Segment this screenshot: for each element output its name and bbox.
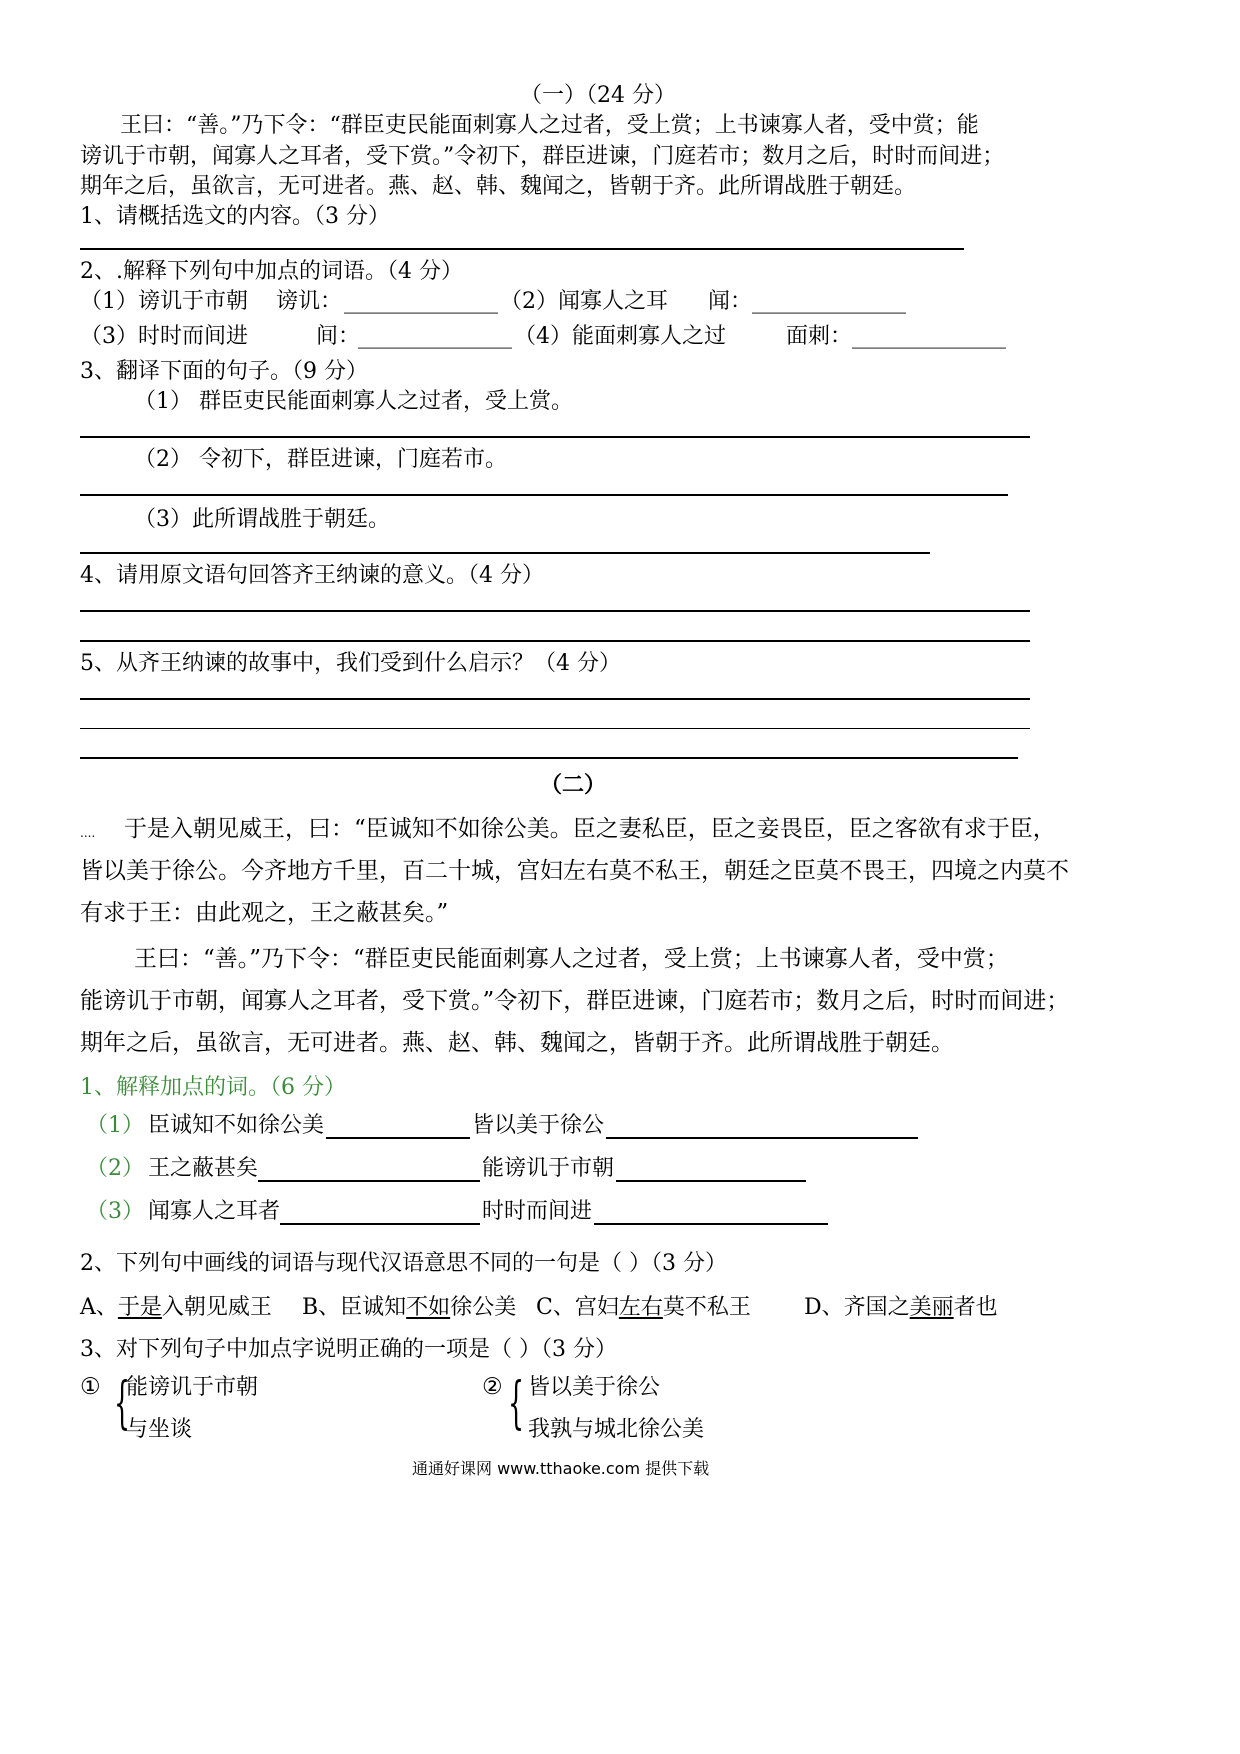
s2-q1-num-1: （1） <box>86 1113 144 1138</box>
option-c-rest: 莫不私王 <box>662 1295 751 1320</box>
brace-icon: { <box>114 1371 131 1436</box>
answer-line <box>80 610 1030 612</box>
s1-q2-item1-label: （1）谤讥于市朝 <box>80 289 248 314</box>
s1-question-5: 5、从齐王纳谏的故事中，我们受到什么启示？（4 分） <box>80 651 621 676</box>
s2-q1-item3b: 时时而间进 <box>482 1199 593 1224</box>
option-d-underlined: 美丽 <box>909 1295 954 1320</box>
answer-line <box>80 552 930 554</box>
s2-para1-line1: 于是入朝见威王，曰：“臣诚知不如徐公美。臣之妻私臣，臣之妾畏臣，臣之客欲有求于臣， <box>124 816 1056 842</box>
option-b-prefix: B、臣诚知 <box>302 1295 407 1320</box>
s2-q3-right-a: 皆以美于徐公 <box>528 1375 661 1400</box>
s1-q3-item3: （3）此所谓战胜于朝廷。 <box>134 507 390 532</box>
option-d-prefix: D、齐国之 <box>804 1295 910 1320</box>
blank-line[interactable] <box>326 1137 470 1139</box>
s2-q2-option-d[interactable] <box>804 1294 998 1322</box>
answer-line <box>80 248 964 250</box>
s2-q1-num-3: （3） <box>86 1199 144 1224</box>
answer-line <box>80 728 1030 729</box>
blank-line[interactable] <box>258 1180 480 1182</box>
section1-title: （一）（24 分） <box>520 83 676 108</box>
s2-para1-line3: 有求于王：由此观之，王之蔽甚矣。” <box>80 900 449 926</box>
s2-q3-right-b: 我孰与城北徐公美 <box>528 1417 705 1442</box>
s2-q1-item1b: 皆以美于徐公 <box>472 1113 605 1138</box>
s2-para1-line2: 皆以美于徐公。今齐地方千里，百二十城，宫妇左右莫不私王，朝廷之臣莫不畏王，四境之内莫不 <box>80 858 1069 884</box>
answer-line <box>80 698 1030 700</box>
s2-q2-option-b[interactable] <box>302 1294 516 1322</box>
s2-q2-option-a[interactable] <box>80 1294 272 1322</box>
s1-q2-item3-label: （3）时时而间进 <box>80 324 248 349</box>
option-b-rest: 徐公美 <box>450 1295 517 1320</box>
s1-q3-item1: （1） 群臣吏民能面刺寡人之过者，受上赏。 <box>134 389 573 414</box>
s2-question-2: 2、下列句中画线的词语与现代汉语意思不同的一句是（ ）（3 分） <box>80 1251 727 1276</box>
s1-question-4: 4、请用原文语句回答齐王纳谏的意义。（4 分） <box>80 563 544 588</box>
section1-passage-line3: 期年之后，虽欲言，无可进者。燕、赵、韩、魏闻之，皆朝于齐。此所谓战胜于朝廷。 <box>80 174 917 199</box>
blank-line[interactable] <box>606 1137 918 1139</box>
option-a-prefix: A、 <box>80 1295 118 1320</box>
s2-q3-left-b: 与坐谈 <box>126 1417 193 1442</box>
s1-question-2: 2、.解释下列句中加点的词语。（4 分） <box>80 259 463 284</box>
s1-q2-item4-label: （4）能面刺寡人之过 <box>514 324 726 349</box>
option-c-underlined: 左右 <box>618 1295 663 1320</box>
s2-para2-line2: 能谤讥于市朝，闻寡人之耳者，受下赏。”令初下，群臣进谏，门庭若市；数月之后，时时而间进； <box>80 988 1070 1014</box>
s1-q2-item2-blank[interactable]: ______________ <box>752 289 906 314</box>
s2-q1-item1a: 臣诚知不如徐公美 <box>148 1113 325 1138</box>
s2-q1-item2a: 王之蔽甚矣 <box>148 1156 259 1181</box>
s1-q2-item1-word: 谤讥： <box>276 289 343 314</box>
s2-q1-item3a: 闻寡人之耳者 <box>148 1199 281 1224</box>
s1-q2-item4-word: 面刺： <box>786 324 853 349</box>
option-b-underlined: 不如 <box>406 1295 451 1320</box>
blank-line[interactable] <box>280 1223 480 1225</box>
option-a-underlined: 于是 <box>117 1295 162 1320</box>
s1-q2-item2-word: 闻： <box>708 289 753 314</box>
s2-q3-right-num: ② <box>482 1374 503 1400</box>
section2-title: （二） <box>540 772 607 798</box>
s1-q2-item3-word: 间： <box>316 324 361 349</box>
option-d-rest: 者也 <box>953 1295 998 1320</box>
s2-para2-line1: 王曰：“善。”乃下令：“群臣吏民能面刺寡人之过者，受上赏；上书谏寡人者，受中赏； <box>134 946 1009 972</box>
s2-para2-line3: 期年之后，虽欲言，无可进者。燕、赵、韩、魏闻之，皆朝于齐。此所谓战胜于朝廷。 <box>80 1030 954 1056</box>
brace-icon: { <box>508 1371 525 1436</box>
answer-line <box>80 757 1018 759</box>
s1-question-1: 1、请概括选文的内容。（3 分） <box>80 204 390 229</box>
s2-q3-left-num: ① <box>80 1374 101 1400</box>
s2-question-1: 1、解释加点的词。（6 分） <box>80 1075 346 1100</box>
option-a-rest: 入朝见威王 <box>161 1295 272 1320</box>
section1-passage-line2: 谤讥于市朝，闻寡人之耳者，受下赏。”令初下，群臣进谏，门庭若市；数月之后，时时而间进； <box>80 144 1005 169</box>
s2-q1-item2b: 能谤讥于市朝 <box>482 1156 615 1181</box>
s1-q2-item2-label: （2）闻寡人之耳 <box>500 289 668 314</box>
s1-q2-item4-blank[interactable]: ______________ <box>852 324 1006 349</box>
s1-q3-item2: （2） 令初下，群臣进谏，门庭若市。 <box>134 447 507 472</box>
answer-line <box>80 436 1030 438</box>
s2-question-3: 3、对下列句子中加点字说明正确的一项是（ ）（3 分） <box>80 1337 617 1362</box>
section1-passage-line1: 王曰：“善。”乃下令：“群臣吏民能面刺寡人之过者，受上赏；上书谏寡人者，受中赏；能 <box>120 113 979 138</box>
s2-q3-left-a: 能谤讥于市朝 <box>126 1375 259 1400</box>
option-c-prefix: C、宫妇 <box>536 1295 619 1320</box>
answer-line <box>80 494 1008 496</box>
s1-q2-item1 <box>80 288 248 316</box>
blank-line[interactable] <box>594 1223 828 1225</box>
page-footer: 通通好课网 www.tthaoke.com 提供下载 <box>412 1459 710 1478</box>
s1-question-3: 3、翻译下面的句子。（9 分） <box>80 359 368 384</box>
s1-q2-item1-blank[interactable]: ______________ <box>344 289 498 314</box>
answer-line <box>80 640 1030 642</box>
blank-line[interactable] <box>616 1180 806 1182</box>
s2-lead-dots: .... <box>80 826 96 840</box>
s1-q2-item3-blank[interactable]: ______________ <box>358 324 512 349</box>
s2-q1-num-2: （2） <box>86 1156 144 1181</box>
s2-q2-option-c[interactable] <box>536 1294 751 1322</box>
